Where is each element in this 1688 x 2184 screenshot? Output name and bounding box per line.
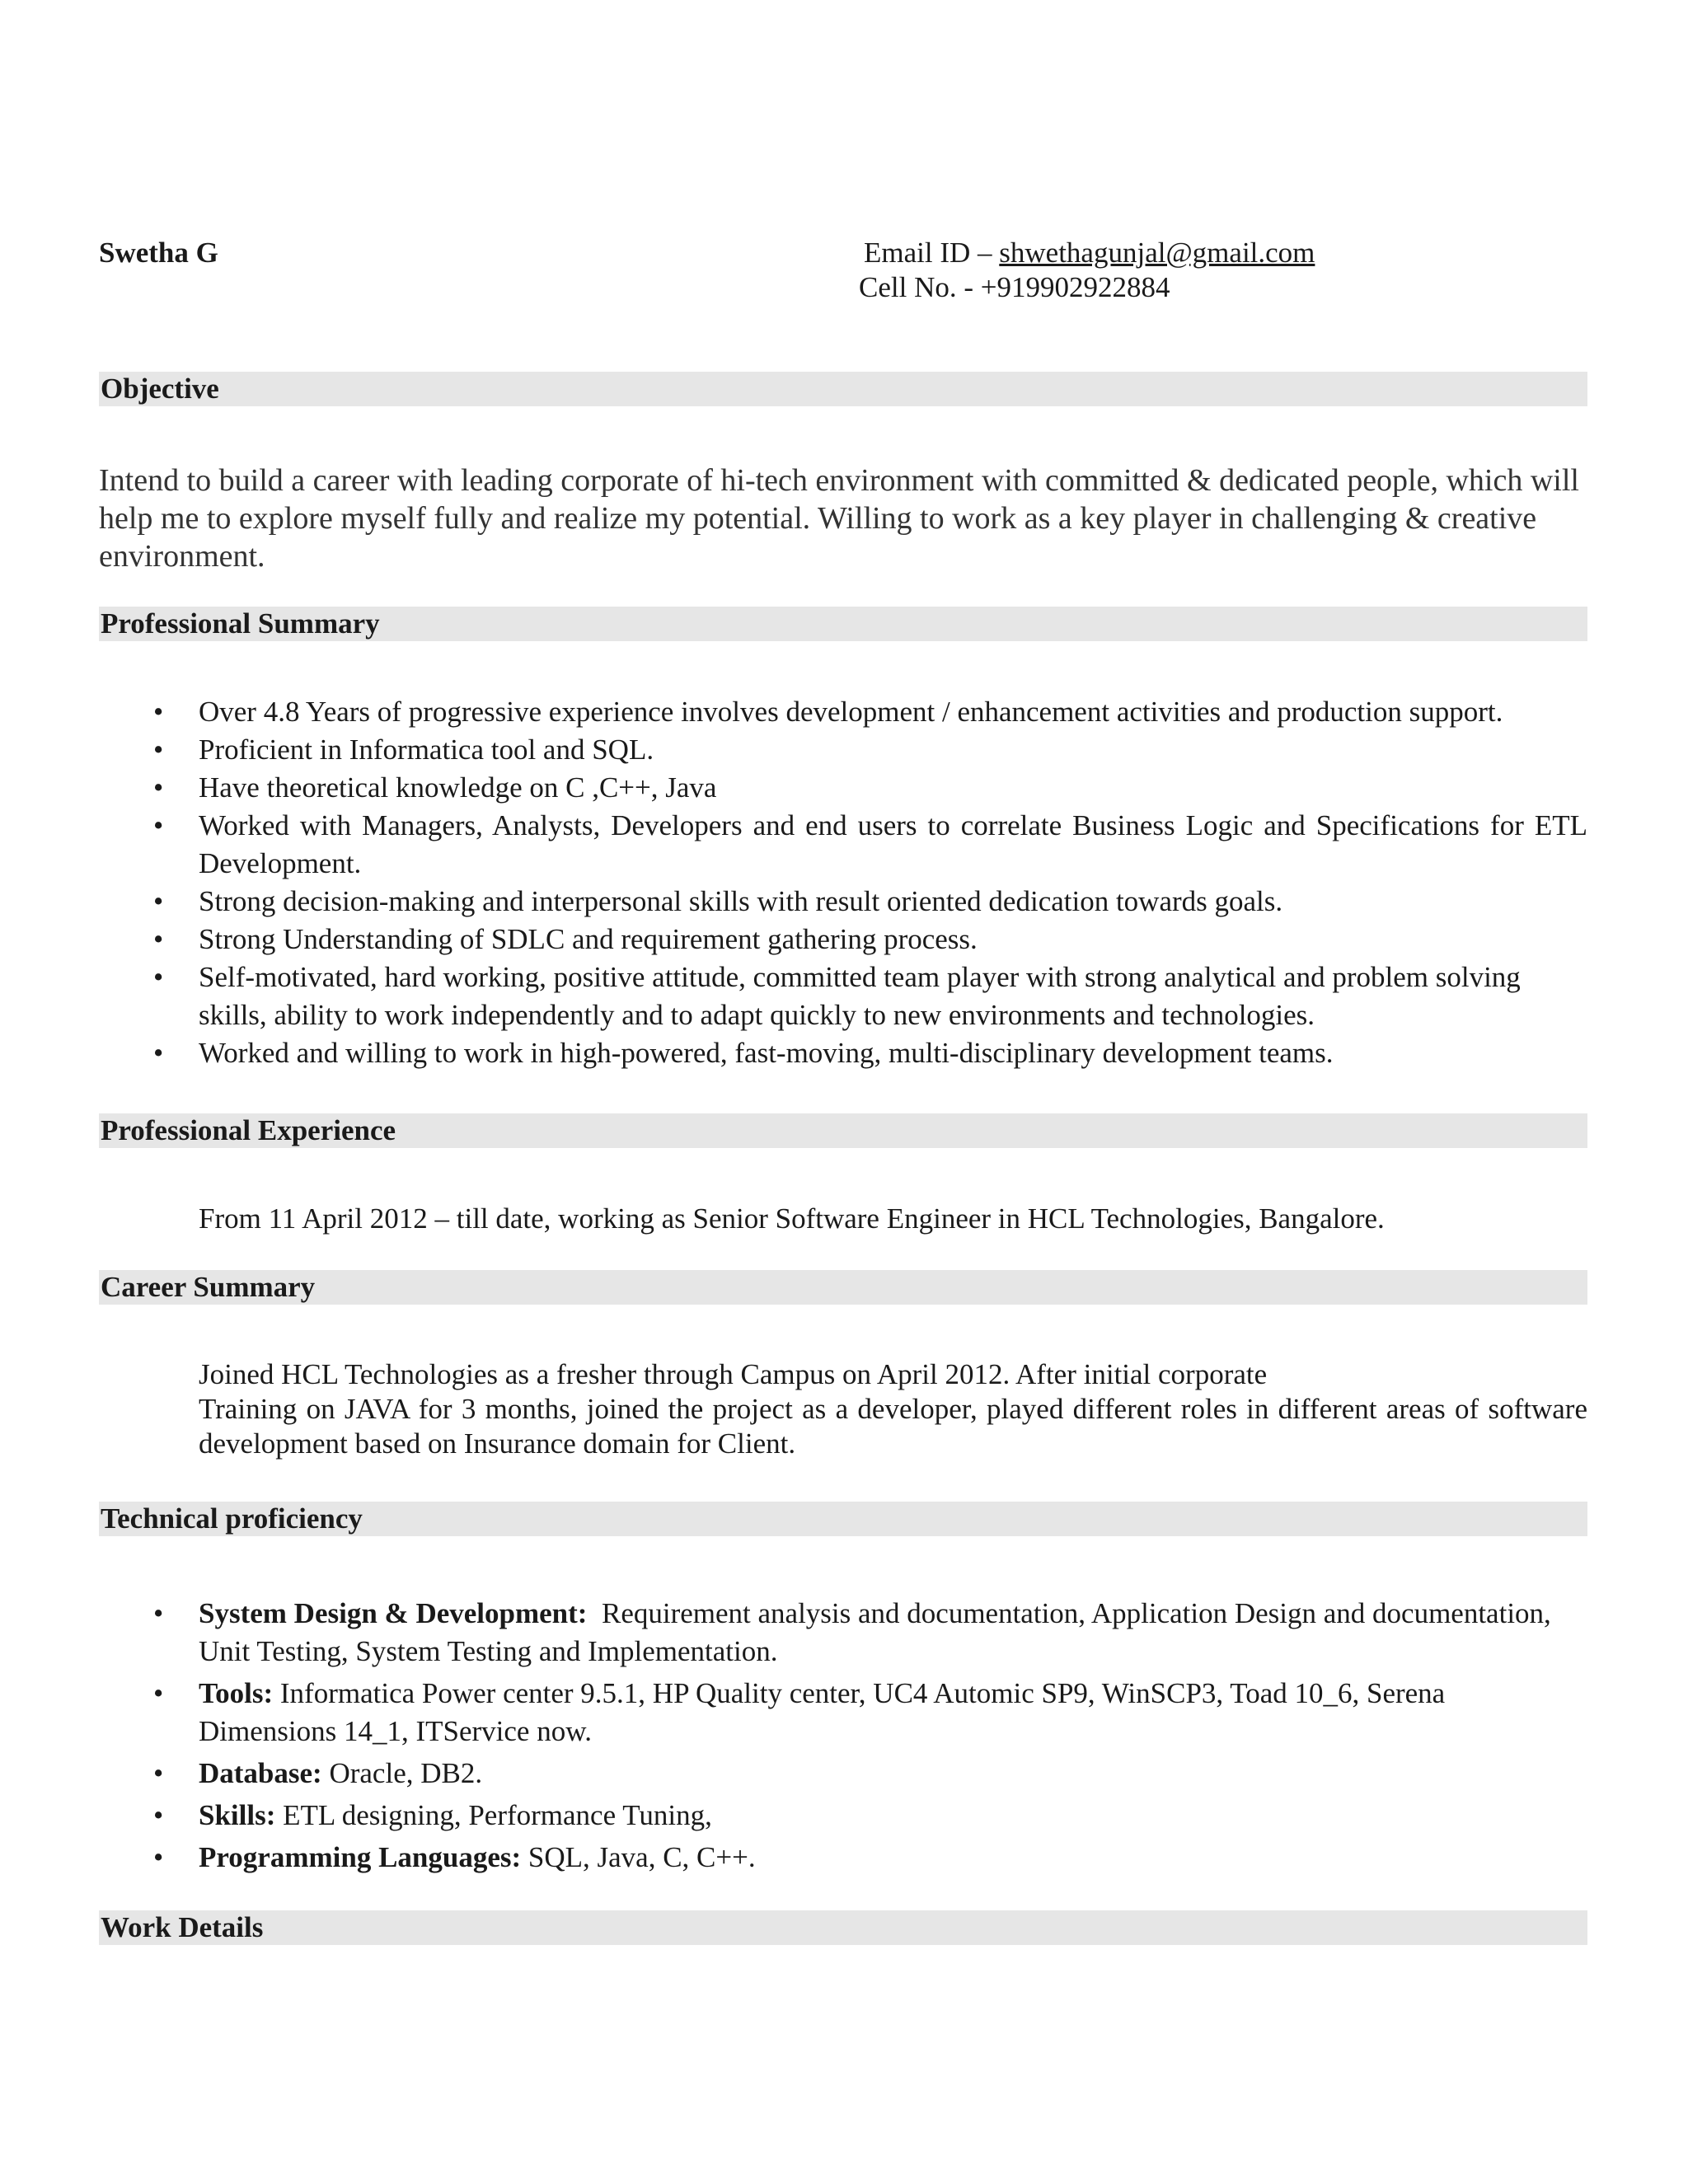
section-professional-summary <box>99 607 1587 641</box>
list-item <box>99 1034 1587 1072</box>
section-technical-proficiency <box>99 1502 1587 1536</box>
bullet-icon: • <box>153 923 164 955</box>
list-item <box>99 958 1587 1034</box>
list-item <box>99 1595 1587 1671</box>
bullet-icon: • <box>153 771 164 804</box>
list-item <box>99 693 1587 731</box>
objective-text: Intend to build a career with leading corporate of hi-tech environment with committed & dedicated people, which will help me to explore myself fully and realize my potential. Willing to work as a key player in challenging & creative environment. <box>99 463 1579 574</box>
item-text: ETL designing, Performance Tuning, <box>275 1799 712 1831</box>
bullet-icon: • <box>153 1757 164 1789</box>
section-title-career-summary: Career Summary <box>101 1271 316 1303</box>
email-line <box>859 236 1315 270</box>
career-summary-text <box>199 1357 1587 1461</box>
professional-summary-list <box>99 693 1587 1072</box>
bullet-icon: • <box>153 809 164 841</box>
technical-proficiency-list <box>99 1595 1587 1877</box>
career-summary-line-1: Joined HCL Technologies as a fresher through Campus on April 2012. After initial corporate <box>199 1358 1268 1390</box>
section-title-professional-summary: Professional Summary <box>101 607 380 640</box>
candidate-name: Swetha G <box>99 237 218 269</box>
item-label: Database: <box>199 1757 322 1789</box>
bullet-icon: • <box>153 733 164 766</box>
cell-number: Cell No. - +919902922884 <box>859 271 1170 303</box>
list-item <box>99 1755 1587 1793</box>
list-item <box>99 1797 1587 1835</box>
section-professional-experience <box>99 1113 1587 1148</box>
list-item <box>99 731 1587 769</box>
item-label: Programming Languages: <box>199 1841 522 1873</box>
bullet-icon: • <box>153 885 164 917</box>
list-item-text: Strong decision-making and interpersonal skills with result oriented dedication towards goals. <box>199 885 1283 917</box>
list-item <box>99 883 1587 921</box>
career-summary-line-2: Training on JAVA for 3 months, joined the project as a developer, played different roles in different areas of software development based on Insurance domain for Client. <box>199 1393 1587 1460</box>
section-title-professional-experience: Professional Experience <box>101 1114 396 1146</box>
bullet-icon: • <box>153 1597 164 1629</box>
item-label: Tools: <box>199 1677 274 1709</box>
list-item <box>99 1675 1587 1750</box>
section-title-objective: Objective <box>101 373 219 405</box>
list-item-text: Have theoretical knowledge on C ,C++, Java <box>199 771 717 804</box>
email-link[interactable]: shwethagunjal@gmail.com <box>999 237 1315 269</box>
item-text: Requirement analysis and documentation, Application Design and documentation, Unit Testing, System Testing and Implementation. <box>199 1597 1559 1667</box>
list-item <box>99 921 1587 958</box>
bullet-icon: • <box>153 1841 164 1873</box>
section-work-details <box>99 1910 1587 1945</box>
section-career-summary <box>99 1270 1587 1305</box>
list-item-text: Over 4.8 Years of progressive experience involves development / enhancement activities and production support. <box>199 696 1503 728</box>
list-item <box>99 769 1587 807</box>
bullet-icon: • <box>153 1799 164 1831</box>
list-item-text: Worked with Managers, Analysts, Developers and end users to correlate Business Logic and Specifications for ETL Development. <box>199 809 1587 879</box>
item-text: Informatica Power center 9.5.1, HP Quality center, UC4 Automic SP9, WinSCP3, Toad 10_6, Serena Dimensions 14_1, ITService now. <box>199 1677 1446 1747</box>
list-item <box>99 807 1587 883</box>
item-text: Oracle, DB2. <box>321 1757 483 1789</box>
item-label: System Design & Development: <box>199 1597 588 1629</box>
item-text: SQL, Java, C, C++. <box>521 1841 756 1873</box>
email-label: Email ID – <box>864 237 1000 269</box>
item-label: Skills: <box>199 1799 276 1831</box>
list-item-text: Self-motivated, hard working, positive attitude, committed team player with strong analytical and problem solving skills, ability to work independently and to adapt quickly to new environments and technologies. <box>199 961 1521 1031</box>
experience-text: From 11 April 2012 – till date, working as Senior Software Engineer in HCL Technologies, Bangalore. <box>199 1202 1385 1235</box>
list-item <box>99 1839 1587 1877</box>
bullet-icon: • <box>153 1037 164 1069</box>
section-objective <box>99 372 1587 406</box>
list-item-text: Proficient in Informatica tool and SQL. <box>199 733 654 766</box>
section-title-technical-proficiency: Technical proficiency <box>101 1502 363 1535</box>
section-title-work-details: Work Details <box>101 1911 264 1943</box>
bullet-icon: • <box>153 696 164 728</box>
bullet-icon: • <box>153 1677 164 1709</box>
bullet-icon: • <box>153 961 164 993</box>
list-item-text: Worked and willing to work in high-powered, fast-moving, multi-disciplinary development teams. <box>199 1037 1334 1069</box>
list-item-text: Strong Understanding of SDLC and requirement gathering process. <box>199 923 978 955</box>
contact-block <box>859 236 1315 305</box>
